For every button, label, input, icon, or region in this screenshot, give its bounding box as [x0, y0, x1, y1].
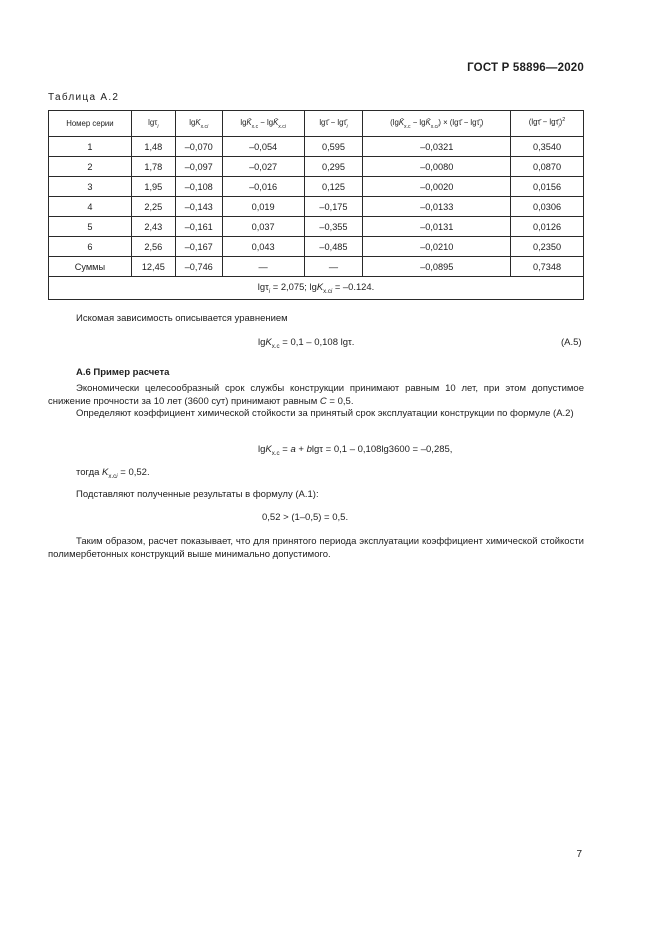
- table-cell: –0,143: [175, 197, 222, 217]
- table-cell: 6: [49, 237, 132, 257]
- table-cell: 2,25: [131, 197, 175, 217]
- table-cell: 0,0156: [511, 177, 584, 197]
- table-cell: –0,355: [304, 217, 363, 237]
- table-cell: 0,0306: [511, 197, 584, 217]
- column-header: $\lg K̄_{х.с}$ − $\lg K̄_{х.сi}$: [222, 111, 304, 137]
- table-body: [49, 137, 584, 277]
- table-row: [49, 257, 584, 277]
- table-cell: —: [222, 257, 304, 277]
- equation-number: (А.5): [561, 337, 582, 348]
- table-cell: 1: [49, 137, 132, 157]
- table-cell: 1,95: [131, 177, 175, 197]
- equation-calculation: lgK$_{х.с}$ = a + blgτ = 0,1 – 0,108lg3600 = –0,285,: [258, 444, 453, 457]
- table-cell: 2: [49, 157, 132, 177]
- table-cell: –0,485: [304, 237, 363, 257]
- table-caption: Таблица А.2: [48, 92, 120, 103]
- table-cell: 0,595: [304, 137, 363, 157]
- document-header: ГОСТ Р 58896—2020: [467, 62, 584, 74]
- table-cell: 4: [49, 197, 132, 217]
- table-footer-note: [49, 277, 584, 300]
- paragraph-substitution: Подставляют полученные результаты в формулу (А.1):: [76, 489, 319, 500]
- table-cell: 12,45: [131, 257, 175, 277]
- table-cell: 1,78: [131, 157, 175, 177]
- table-cell: 3: [49, 177, 132, 197]
- table-cell: 0,019: [222, 197, 304, 217]
- table-cell: 0,037: [222, 217, 304, 237]
- column-header: lgτ$_i$: [131, 111, 175, 137]
- table-cell: 0,2350: [511, 237, 584, 257]
- table-cell: –0,027: [222, 157, 304, 177]
- table-cell: 0,3540: [511, 137, 584, 157]
- column-header: Номер серии: [49, 111, 132, 137]
- table-cell: 0,0870: [511, 157, 584, 177]
- page-number: 7: [576, 849, 582, 860]
- table-cell: –0,0020: [363, 177, 511, 197]
- table-cell: –0,0210: [363, 237, 511, 257]
- table-cell: 0,295: [304, 157, 363, 177]
- table-cell: –0,070: [175, 137, 222, 157]
- paragraph-conclusion: Таким образом, расчет показывает, что для принятого периода эксплуатации коэффициент химической стойкости полимербетонных конструкций выше минимально допустимого.: [48, 536, 584, 560]
- paragraph-coefficient: Определяют коэффициент химической стойкости за принятый срок эксплуатации конструкции по формуле (А.2): [76, 408, 574, 419]
- table-row: [49, 157, 584, 177]
- table-header: [49, 111, 584, 137]
- table-cell: –0,167: [175, 237, 222, 257]
- column-header: (lgτ̄ − $\lg\taū_i)^2$: [511, 111, 584, 137]
- table-cell: 0,0126: [511, 217, 584, 237]
- table-cell: –0,175: [304, 197, 363, 217]
- data-table: [48, 110, 584, 300]
- table-cell: —: [304, 257, 363, 277]
- section-heading: А.6 Пример расчета: [76, 367, 170, 378]
- table-row: [49, 217, 584, 237]
- table-row: [49, 177, 584, 197]
- table-cell: Суммы: [49, 257, 132, 277]
- table-cell: –0,054: [222, 137, 304, 157]
- table-row: [49, 197, 584, 217]
- column-header: lgK$_{х.сi}$: [175, 111, 222, 137]
- column-header: ($\lg K̄_{х.с}$ − $\lg K̄_{х.сi}$) × (lgτ̄ − $\lg\taū_i$): [363, 111, 511, 137]
- table-cell: 5: [49, 217, 132, 237]
- table-cell: 0,043: [222, 237, 304, 257]
- table-cell: –0,108: [175, 177, 222, 197]
- table-cell: –0,097: [175, 157, 222, 177]
- table-cell: –0,0133: [363, 197, 511, 217]
- table-cell: –0,746: [175, 257, 222, 277]
- table-cell: 2,43: [131, 217, 175, 237]
- equation-check: 0,52 > (1–0,5) = 0,5.: [262, 512, 349, 523]
- table-cell: 1,48: [131, 137, 175, 157]
- table-cell: 2,56: [131, 237, 175, 257]
- table-cell: –0,0895: [363, 257, 511, 277]
- table-cell: –0,161: [175, 217, 222, 237]
- table-cell: –0,0080: [363, 157, 511, 177]
- paragraph-equation-intro: Искомая зависимость описывается уравнением: [76, 313, 288, 324]
- table-cell: 0,7348: [511, 257, 584, 277]
- table-row: [49, 137, 584, 157]
- table-cell: –0,016: [222, 177, 304, 197]
- paragraph-result-value: тогда $K_{х.сi} = 0,52$.: [76, 467, 150, 480]
- table-cell: –0,0131: [363, 217, 511, 237]
- column-header: lgτ̄ − $\lg\taū_i$: [304, 111, 363, 137]
- table-cell: –0,0321: [363, 137, 511, 157]
- equation-a5: lgK$_{х.с}$ = 0,1 – 0,108 lgτ.: [258, 337, 355, 350]
- footer-text: lgτ$_i$ = 2,075; lgK$_{х.сi}$ = –0.124.: [257, 281, 375, 295]
- table-cell: 0,125: [304, 177, 363, 197]
- table-row: [49, 237, 584, 257]
- paragraph-service-life: Экономически целесообразный срок службы конструкции принимают равным 10 лет, при этом допустимое снижение прочности за 10 лет (3600 сут) принимают равным С = 0,5.: [48, 383, 584, 407]
